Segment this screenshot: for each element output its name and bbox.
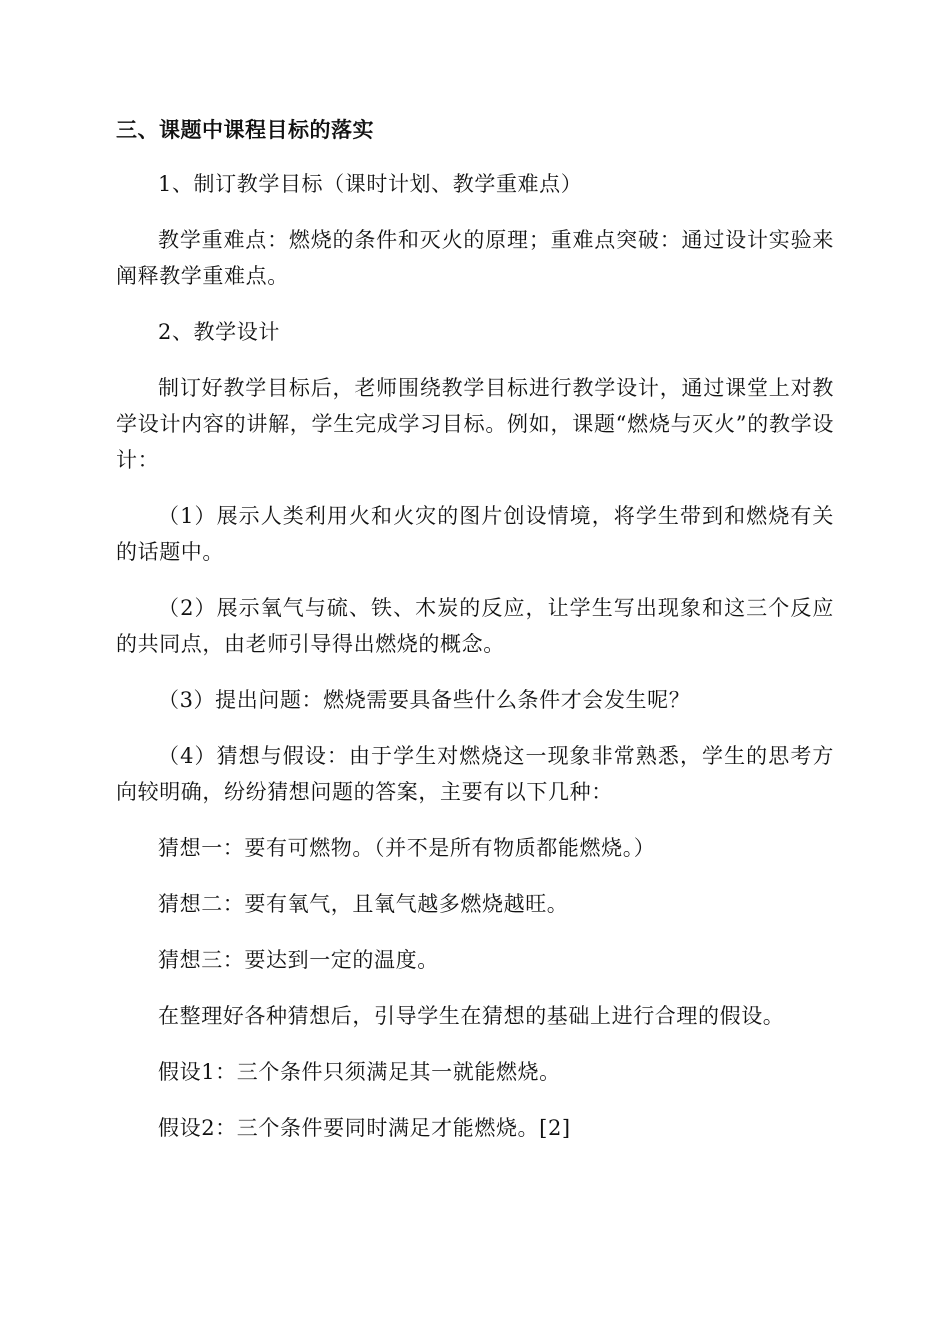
paragraph-guess-2: 猜想二：要有氧气，且氧气越多燃烧越旺。 [158,892,569,916]
section-heading: 三、课题中课程目标的落实 [116,118,374,142]
paragraph-step-2: （2）展示氧气与硫、铁、木炭的反应，让学生写出现象和这三个反应的共同点，由老师引导得出燃烧的概念。 [116,596,834,656]
paragraph-hypothesis-2: 假设2：三个条件要同时满足才能燃烧。[2] [158,1116,571,1140]
paragraph-hypothesis-1: 假设1：三个条件只须满足其一就能燃烧。 [158,1060,561,1084]
paragraph-design-title: 2、教学设计 [158,320,280,344]
paragraph-step-3: （3）提出问题：燃烧需要具备些什么条件才会发生呢？ [158,688,691,712]
paragraph-objectives-title: 1、制订教学目标（课时计划、教学重难点） [158,172,583,196]
paragraph-step-4: （4）猜想与假设：由于学生对燃烧这一现象非常熟悉，学生的思考方向较明确，纷纷猜想问题的答案，主要有以下几种： [116,744,834,804]
paragraph-guess-3: 猜想三：要达到一定的温度。 [158,948,439,972]
paragraph-key-points: 教学重难点：燃烧的条件和灭火的原理；重难点突破：通过设计实验来阐释教学重难点。 [116,228,834,288]
paragraph-design-intro: 制订好教学目标后，老师围绕教学目标进行教学设计，通过课堂上对教学设计内容的讲解，学生完成学习目标。例如，课题“燃烧与灭火”的教学设计： [116,376,834,472]
paragraph-guess-1: 猜想一：要有可燃物。（并不是所有物质都能燃烧。） [158,836,656,860]
paragraph-step-1: （1）展示人类利用火和火灾的图片创设情境，将学生带到和燃烧有关的话题中。 [116,504,834,564]
paragraph-hypothesis-intro: 在整理好各种猜想后，引导学生在猜想的基础上进行合理的假设。 [158,1004,785,1028]
document-body [116,112,834,1166]
